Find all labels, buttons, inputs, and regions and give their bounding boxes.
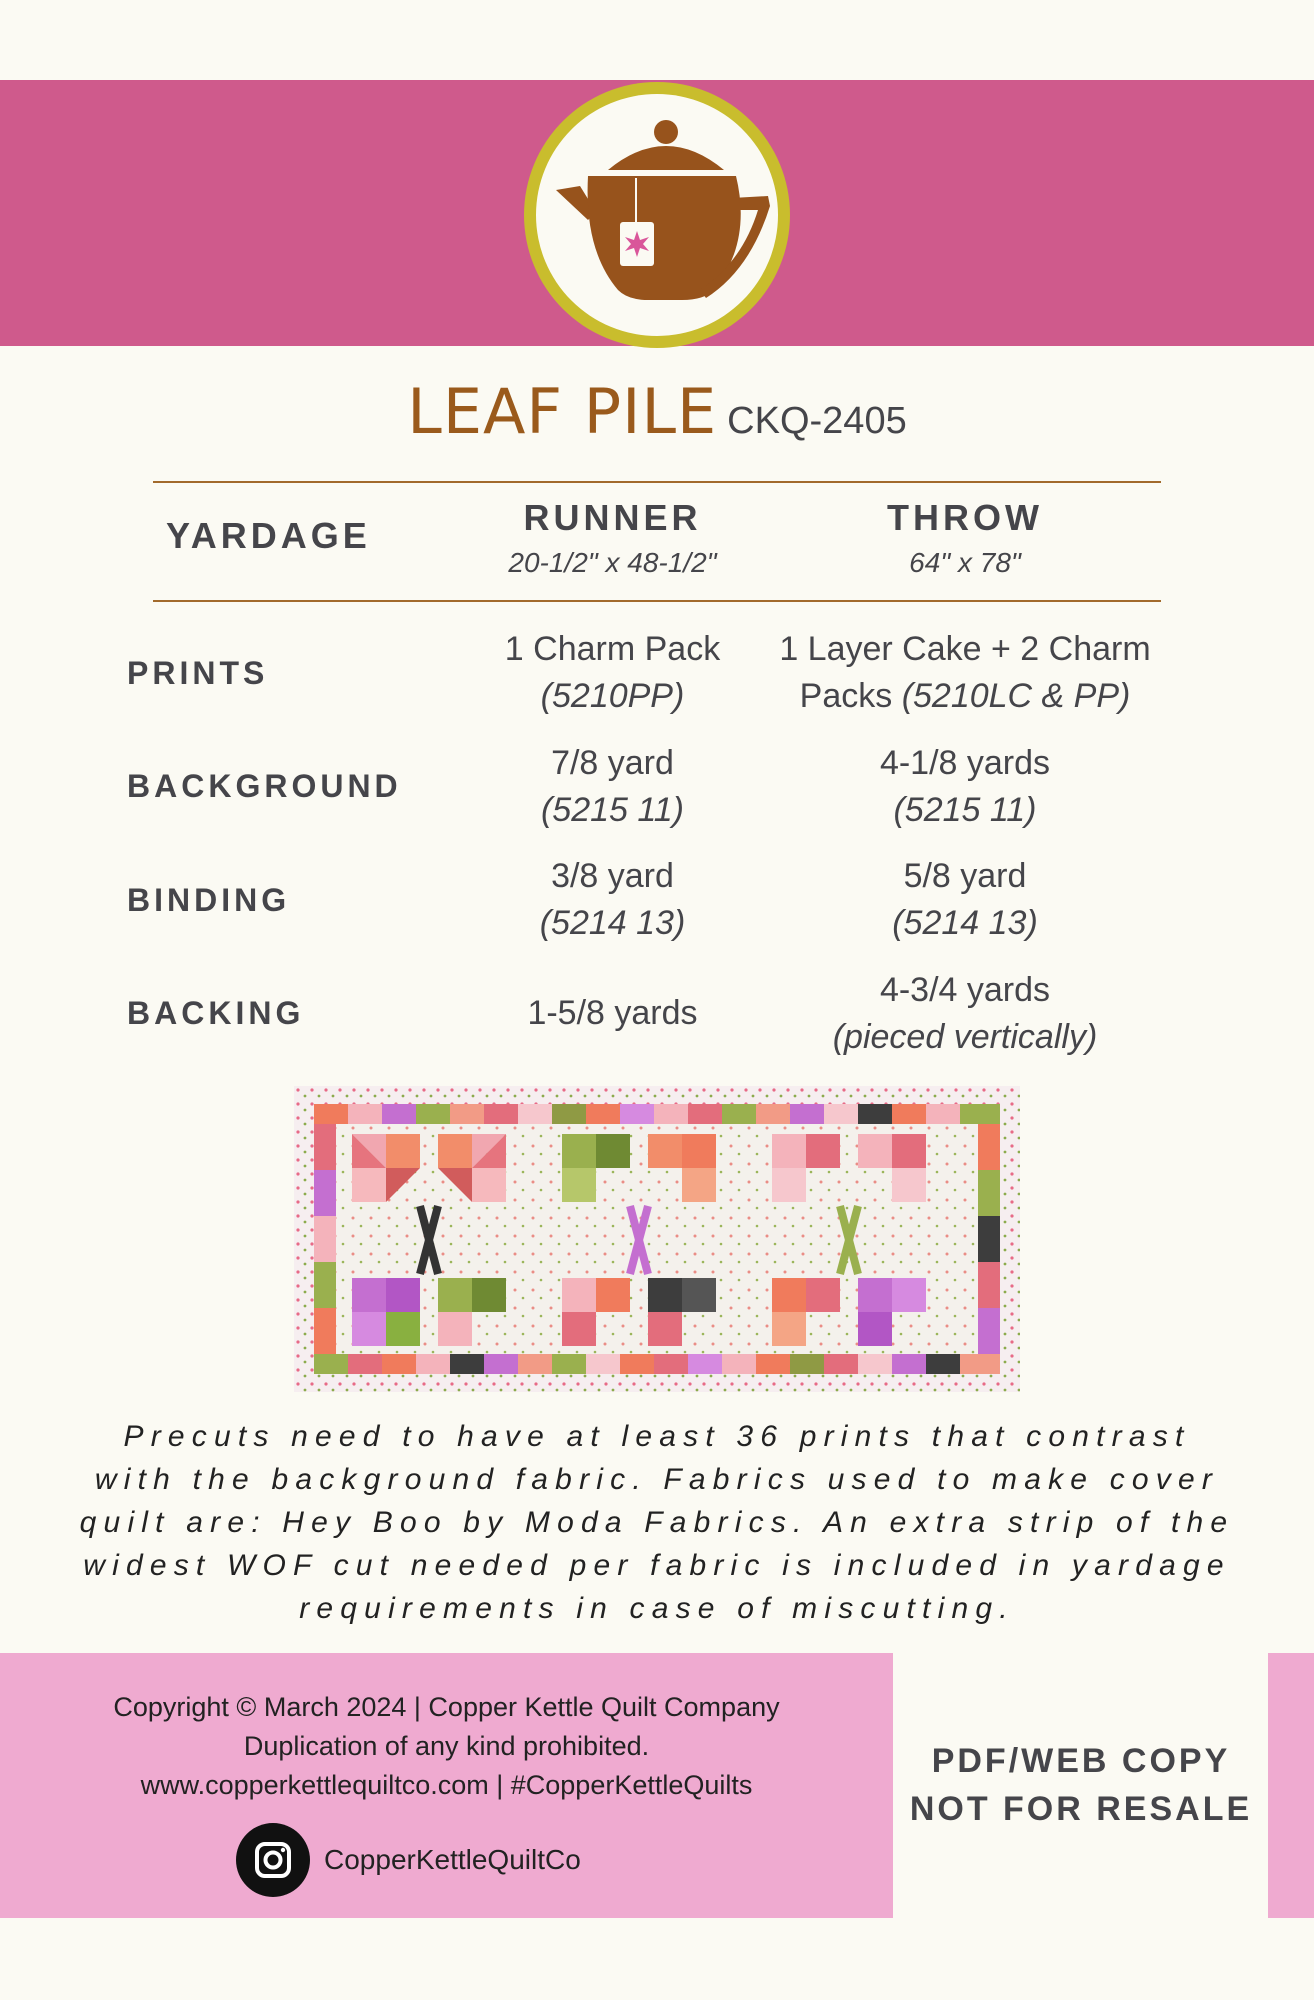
background-throw bbox=[760, 740, 1170, 834]
binding-throw-sku: (5214 13) bbox=[892, 904, 1038, 942]
throw-header: THROW bbox=[887, 497, 1043, 538]
note-line: Precuts need to have at least 36 prints that contrast bbox=[123, 1420, 1191, 1453]
backing-throw-note: (pieced vertically) bbox=[832, 1018, 1098, 1056]
background-runner-sku: (5215 11) bbox=[540, 791, 685, 829]
logo bbox=[524, 82, 790, 348]
prints-runner-amount: 1 Charm Pack bbox=[504, 630, 721, 668]
row-label-backing: BACKING bbox=[127, 995, 305, 1031]
prints-throw-line2 bbox=[760, 673, 1170, 720]
background-throw-amount: 4-1/8 yards bbox=[879, 744, 1051, 782]
pattern-title: LEAF PILE bbox=[407, 375, 718, 448]
backing-throw bbox=[760, 967, 1170, 1061]
instagram-handle: CopperKettleQuiltCo bbox=[324, 1844, 581, 1875]
note-line: requirements in case of miscutting. bbox=[299, 1592, 1015, 1625]
quilt-runner-image bbox=[294, 1086, 1020, 1392]
binding-runner-sku: (5214 13) bbox=[539, 904, 686, 942]
prints-runner bbox=[470, 626, 755, 720]
pattern-code: CKQ-2405 bbox=[727, 400, 907, 442]
footer-edge-panel bbox=[1268, 1653, 1314, 1918]
prints-throw-packs: Packs bbox=[799, 677, 902, 715]
title-row bbox=[0, 375, 1314, 448]
copyright-block bbox=[0, 1688, 893, 1805]
binding-runner-amount: 3/8 yard bbox=[551, 857, 674, 895]
prints-throw-sku: (5210LC & PP) bbox=[901, 677, 1131, 715]
note-line: quilt are: Hey Boo by Moda Fabrics. An extra strip of the bbox=[79, 1506, 1235, 1539]
row-label-background: BACKGROUND bbox=[127, 768, 402, 804]
pdf-copy-label: PDF/WEB COPY bbox=[931, 1742, 1231, 1780]
row-label-prints: PRINTS bbox=[127, 655, 269, 691]
background-runner bbox=[470, 740, 755, 834]
binding-runner bbox=[470, 853, 755, 947]
note-line: widest WOF cut needed per fabric is included in yardage bbox=[83, 1549, 1231, 1582]
copyright-text: Copyright © March 2024 | Copper Kettle Quilt Company bbox=[113, 1692, 780, 1722]
teakettle-icon bbox=[536, 94, 778, 336]
instagram-icon bbox=[236, 1823, 310, 1897]
table-header-rule bbox=[153, 600, 1161, 602]
background-throw-sku: (5215 11) bbox=[893, 791, 1037, 829]
pdf-notice bbox=[894, 1737, 1268, 1833]
note-line: with the background fabric. Fabrics used to make cover bbox=[94, 1463, 1220, 1496]
backing-runner bbox=[470, 990, 755, 1037]
not-for-resale-label: NOT FOR RESALE bbox=[909, 1790, 1253, 1828]
binding-throw bbox=[760, 853, 1170, 947]
prints-throw bbox=[760, 626, 1170, 720]
website-link[interactable]: www.copperkettlequiltco.com | #CopperKettleQuilts bbox=[140, 1770, 753, 1800]
duplication-notice: Duplication of any kind prohibited. bbox=[243, 1731, 650, 1761]
logo-inner bbox=[536, 94, 778, 336]
table-top-rule bbox=[153, 481, 1161, 483]
runner-header: RUNNER bbox=[523, 497, 702, 538]
row-label-binding: BINDING bbox=[127, 882, 291, 918]
backing-throw-amount: 4-3/4 yards bbox=[879, 971, 1051, 1009]
background-runner-amount: 7/8 yard bbox=[551, 744, 674, 782]
backing-runner-amount: 1-5/8 yards bbox=[527, 994, 698, 1032]
prints-runner-sku: (5210PP) bbox=[540, 677, 685, 715]
throw-size: 64" x 78" bbox=[909, 547, 1021, 578]
binding-throw-amount: 5/8 yard bbox=[903, 857, 1027, 895]
fabric-note bbox=[40, 1415, 1274, 1630]
instagram-link[interactable] bbox=[236, 1823, 581, 1897]
yardage-header: YARDAGE bbox=[166, 515, 371, 556]
prints-throw-amount: 1 Layer Cake + 2 Charm bbox=[779, 630, 1151, 668]
runner-size: 20-1/2" x 48-1/2" bbox=[508, 547, 717, 578]
